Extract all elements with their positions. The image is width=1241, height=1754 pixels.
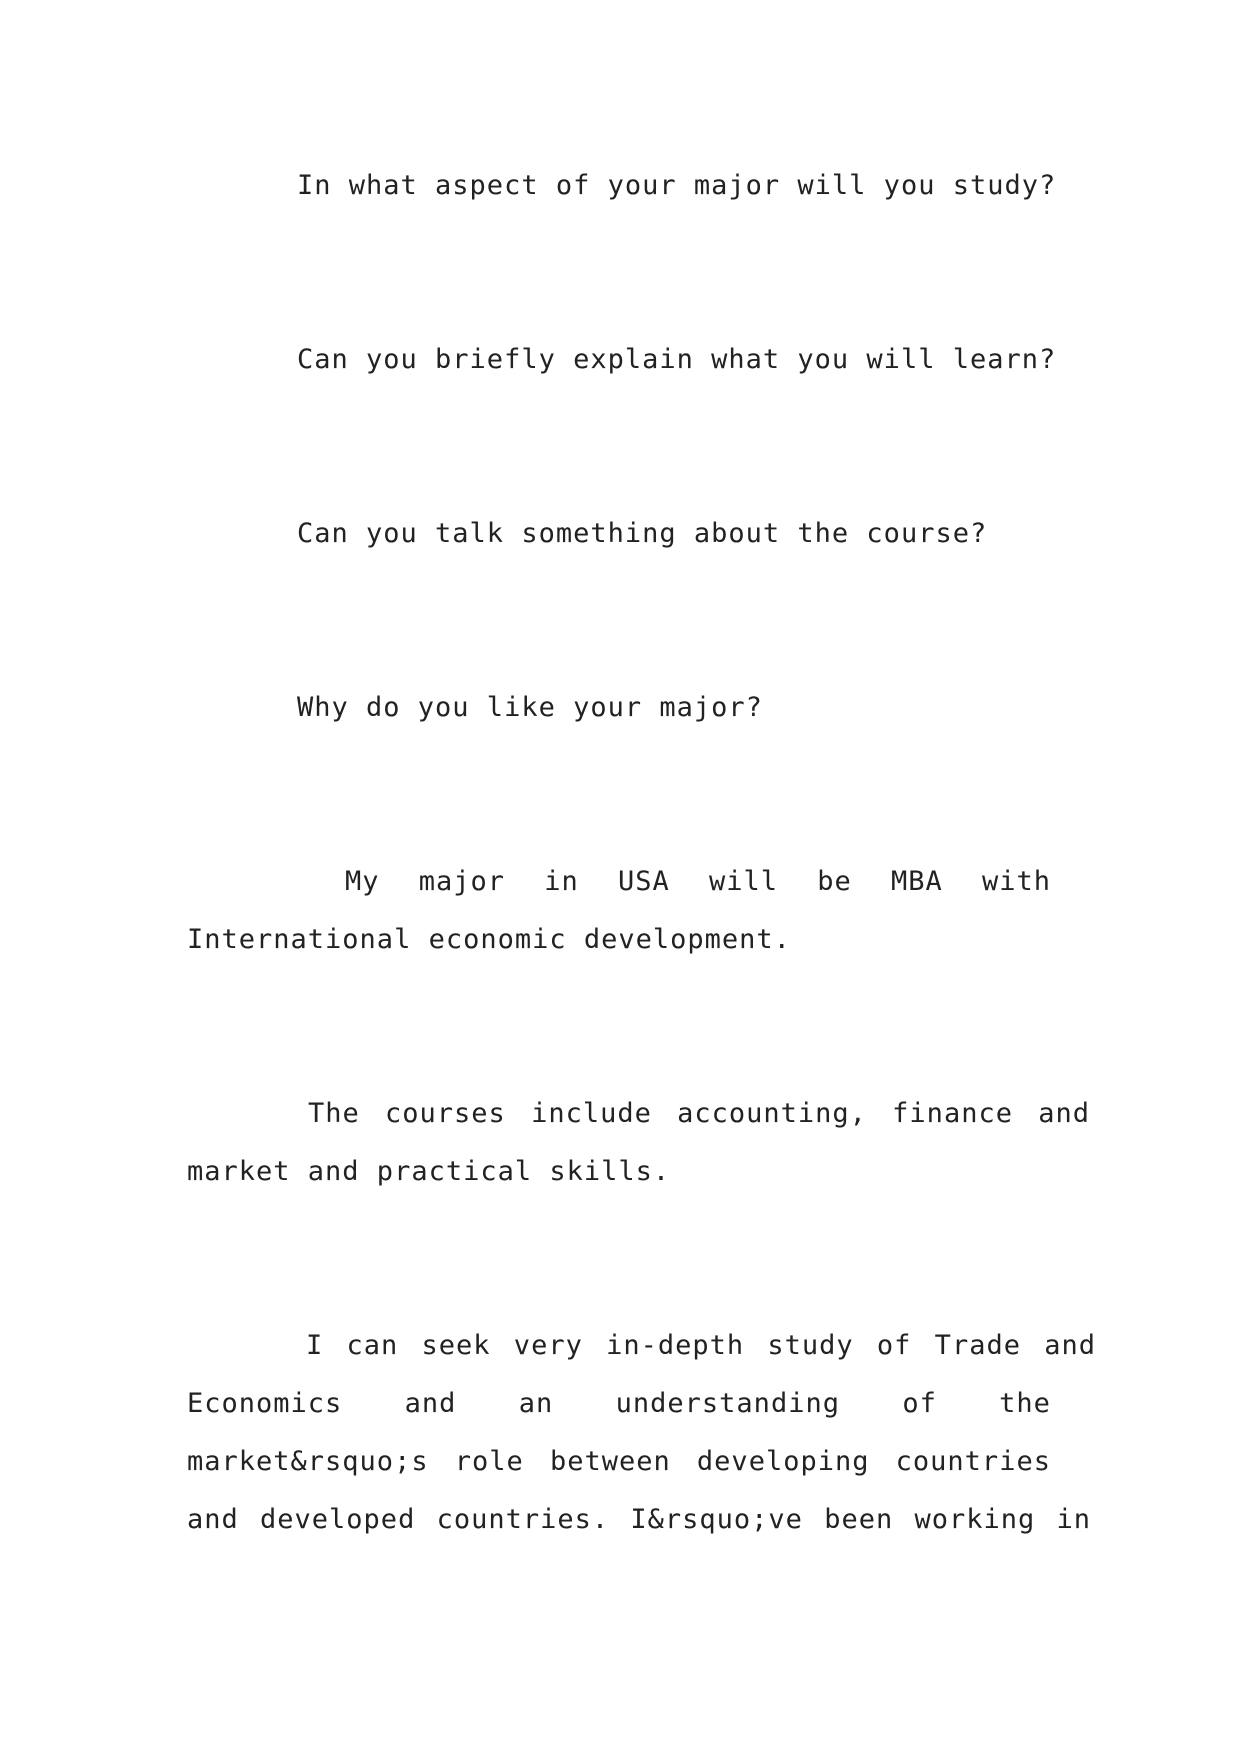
question-1: In what aspect of your major will you study? xyxy=(297,170,1057,201)
word: MBA xyxy=(890,866,943,897)
paragraph-3-line-1: I can seek very in-depth study of Trade and xyxy=(306,1330,1096,1361)
word: role xyxy=(454,1446,524,1477)
paragraph-1-line-1 xyxy=(345,864,1051,900)
paragraph-2-line-2: market and practical skills. xyxy=(187,1156,671,1187)
word: be xyxy=(817,866,852,897)
word: market&rsquo;s xyxy=(187,1446,429,1477)
word: developing xyxy=(696,1446,870,1477)
paragraph-1-line-2: International economic development. xyxy=(187,924,791,955)
question-3: Can you talk something about the course? xyxy=(297,518,988,549)
paragraph-3-line-3 xyxy=(187,1444,1051,1480)
word: Economics xyxy=(187,1388,343,1419)
word: will xyxy=(708,866,778,897)
word: My xyxy=(345,866,380,897)
word: of xyxy=(902,1388,937,1419)
word: with xyxy=(981,866,1051,897)
word: in xyxy=(544,866,579,897)
word: between xyxy=(549,1446,671,1477)
paragraph-3-line-2 xyxy=(187,1386,1051,1422)
question-2: Can you briefly explain what you will learn? xyxy=(297,344,1057,375)
paragraph-2-line-1: The courses include accounting, finance and xyxy=(308,1098,1090,1129)
word: understanding xyxy=(615,1388,840,1419)
question-4: Why do you like your major? xyxy=(297,692,763,723)
paragraph-3-line-4: and developed countries. I&rsquo;ve been working in xyxy=(187,1504,1092,1535)
word: countries xyxy=(895,1446,1051,1477)
word: major xyxy=(418,866,506,897)
word: and xyxy=(404,1388,457,1419)
word: an xyxy=(518,1388,554,1419)
word: USA xyxy=(617,866,670,897)
word: the xyxy=(999,1388,1051,1419)
